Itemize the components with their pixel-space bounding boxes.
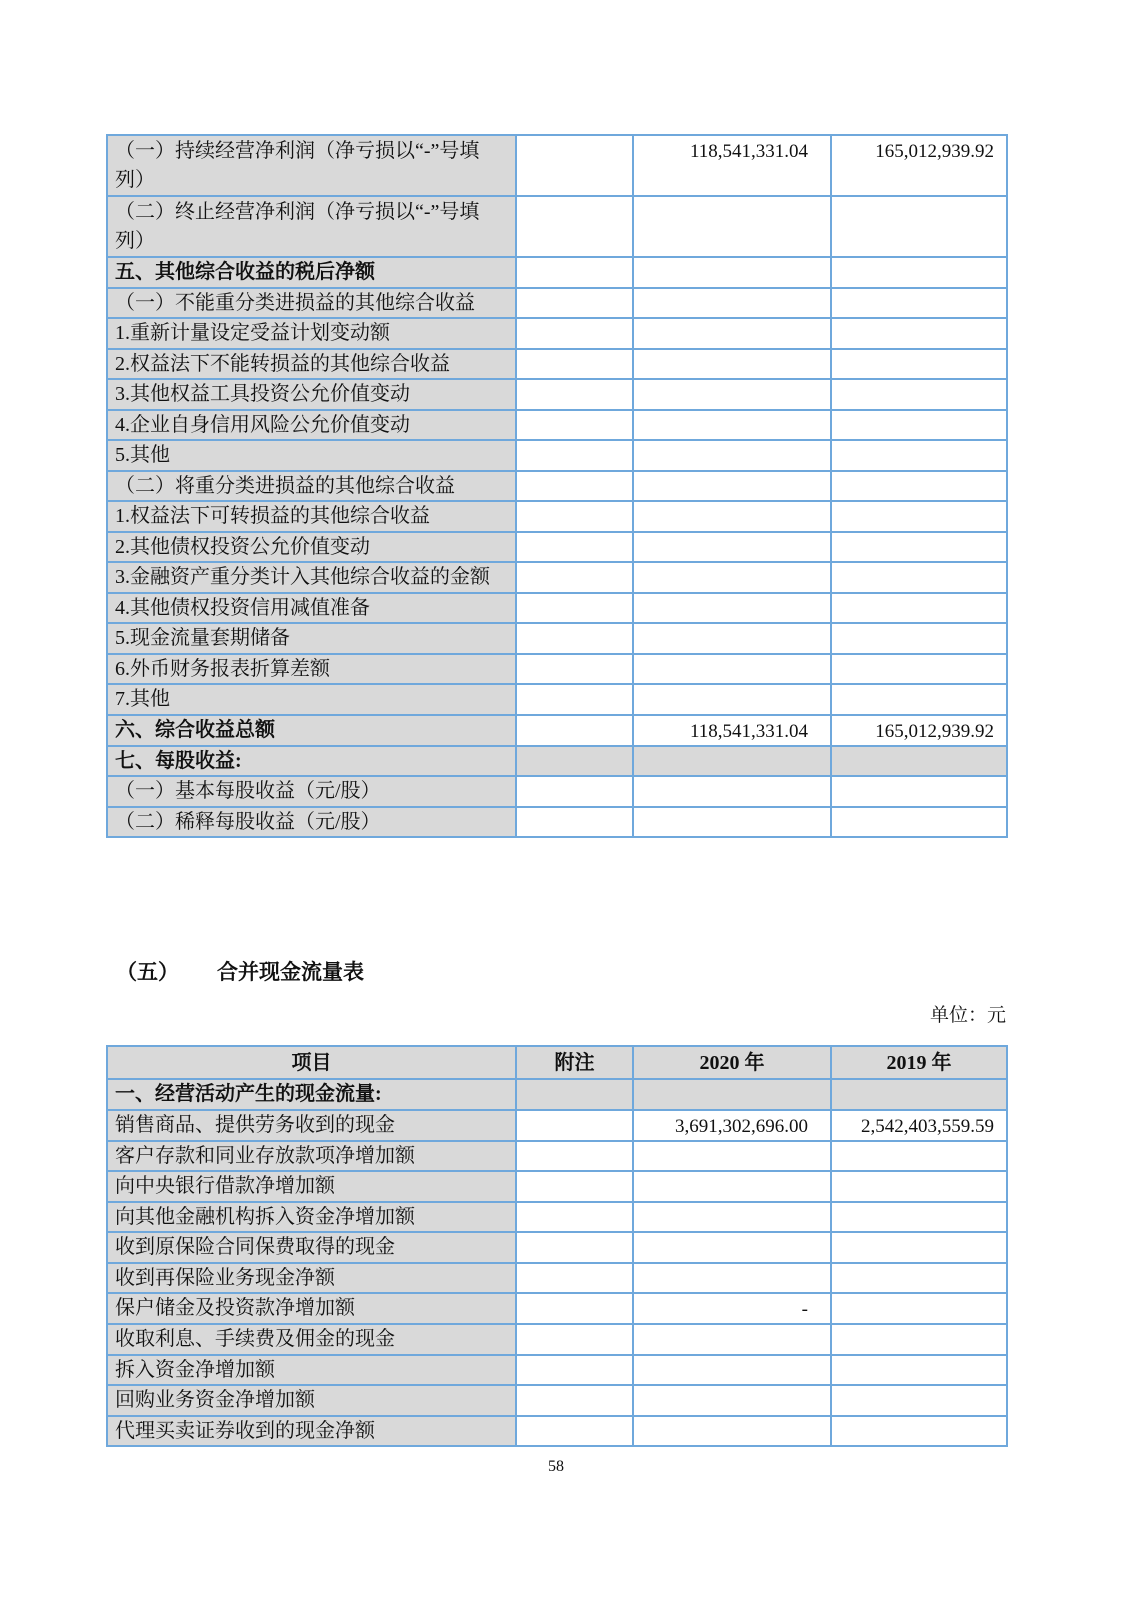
value-2019 — [831, 471, 1007, 502]
value-2020 — [633, 1232, 831, 1263]
value-2019: 2,542,403,559.59 — [831, 1110, 1007, 1141]
note-cell — [516, 562, 633, 593]
value-2019 — [831, 684, 1007, 715]
table-row — [107, 746, 1007, 777]
table-row — [107, 257, 1007, 288]
row-label: 4.其他债权投资信用减值准备 — [107, 593, 516, 624]
table-row — [107, 807, 1007, 838]
note-cell — [516, 1079, 633, 1110]
value-2020 — [633, 1141, 831, 1172]
row-label: 3.其他权益工具投资公允价值变动 — [107, 379, 516, 410]
value-2019 — [831, 379, 1007, 410]
table-row — [107, 684, 1007, 715]
table-row — [107, 1385, 1007, 1416]
note-cell — [516, 1232, 633, 1263]
value-2020 — [633, 776, 831, 807]
row-label: （一）不能重分类进损益的其他综合收益 — [107, 288, 516, 319]
value-2019 — [831, 623, 1007, 654]
row-label: 收到再保险业务现金净额 — [107, 1263, 516, 1294]
value-2020 — [633, 1385, 831, 1416]
table-row — [107, 1202, 1007, 1233]
row-label: 收到原保险合同保费取得的现金 — [107, 1232, 516, 1263]
note-cell — [516, 1141, 633, 1172]
value-2020 — [633, 196, 831, 257]
row-label: 六、综合收益总额 — [107, 715, 516, 746]
note-cell — [516, 1110, 633, 1141]
value-2019 — [831, 1355, 1007, 1386]
row-label: 代理买卖证券收到的现金净额 — [107, 1416, 516, 1447]
note-cell — [516, 440, 633, 471]
row-label: 2.其他债权投资公允价值变动 — [107, 532, 516, 563]
note-cell — [516, 593, 633, 624]
value-2020 — [633, 532, 831, 563]
table-row — [107, 532, 1007, 563]
note-cell — [516, 318, 633, 349]
value-2019 — [831, 807, 1007, 838]
table-row — [107, 1232, 1007, 1263]
row-label: 5.现金流量套期储备 — [107, 623, 516, 654]
value-2019 — [831, 288, 1007, 319]
value-2020 — [633, 288, 831, 319]
value-2019 — [831, 349, 1007, 380]
value-2019 — [831, 1263, 1007, 1294]
value-2019 — [831, 654, 1007, 685]
table-row — [107, 562, 1007, 593]
table-row — [107, 1416, 1007, 1447]
value-2019: 165,012,939.92 — [831, 715, 1007, 746]
table-row — [107, 440, 1007, 471]
value-2019 — [831, 318, 1007, 349]
row-label: （二）终止经营净利润（净亏损以“-”号填列） — [107, 196, 516, 257]
value-2019 — [831, 746, 1007, 777]
value-2019 — [831, 562, 1007, 593]
value-2020 — [633, 593, 831, 624]
row-label: 向中央银行借款净增加额 — [107, 1171, 516, 1202]
value-2020: - — [633, 1293, 831, 1324]
value-2019: 165,012,939.92 — [831, 135, 1007, 196]
row-label: （二）将重分类进损益的其他综合收益 — [107, 471, 516, 502]
row-label: 客户存款和同业存放款项净增加额 — [107, 1141, 516, 1172]
table-row — [107, 1355, 1007, 1386]
table-row — [107, 501, 1007, 532]
row-label: 拆入资金净增加额 — [107, 1355, 516, 1386]
note-cell — [516, 196, 633, 257]
value-2019 — [831, 776, 1007, 807]
row-label: 1.权益法下可转损益的其他综合收益 — [107, 501, 516, 532]
value-2019 — [831, 1141, 1007, 1172]
table-row — [107, 1293, 1007, 1324]
note-cell — [516, 501, 633, 532]
value-2020: 3,691,302,696.00 — [633, 1110, 831, 1141]
value-2019 — [831, 257, 1007, 288]
note-cell — [516, 410, 633, 441]
table-header-row — [107, 1046, 1007, 1079]
value-2020 — [633, 501, 831, 532]
row-label: 6.外币财务报表折算差额 — [107, 654, 516, 685]
value-2020 — [633, 349, 831, 380]
note-cell — [516, 257, 633, 288]
row-label: （一）基本每股收益（元/股） — [107, 776, 516, 807]
value-2020 — [633, 1263, 831, 1294]
value-2020 — [633, 1171, 831, 1202]
note-cell — [516, 1171, 633, 1202]
note-cell — [516, 684, 633, 715]
table-row — [107, 288, 1007, 319]
column-header: 2019 年 — [831, 1046, 1007, 1079]
note-cell — [516, 746, 633, 777]
table-row — [107, 776, 1007, 807]
row-label: （二）稀释每股收益（元/股） — [107, 807, 516, 838]
table-row — [107, 135, 1007, 196]
value-2019 — [831, 501, 1007, 532]
row-label: 5.其他 — [107, 440, 516, 471]
row-label: 4.企业自身信用风险公允价值变动 — [107, 410, 516, 441]
value-2020 — [633, 654, 831, 685]
table-row — [107, 379, 1007, 410]
row-label: （一）持续经营净利润（净亏损以“-”号填列） — [107, 135, 516, 196]
table-row — [107, 1263, 1007, 1294]
value-2020 — [633, 379, 831, 410]
row-label: 销售商品、提供劳务收到的现金 — [107, 1110, 516, 1141]
row-label: 2.权益法下不能转损益的其他综合收益 — [107, 349, 516, 380]
note-cell — [516, 776, 633, 807]
value-2020 — [633, 440, 831, 471]
value-2019 — [831, 1416, 1007, 1447]
table-row — [107, 1110, 1007, 1141]
value-2020 — [633, 1079, 831, 1110]
row-label: 1.重新计量设定受益计划变动额 — [107, 318, 516, 349]
value-2019 — [831, 1079, 1007, 1110]
income-statement-table — [106, 134, 1008, 838]
section-title: 合并现金流量表 — [217, 960, 364, 984]
table-row — [107, 593, 1007, 624]
column-header: 项目 — [107, 1046, 516, 1079]
unit-label: 单位：元 — [929, 1005, 1006, 1026]
note-cell — [516, 1416, 633, 1447]
value-2020 — [633, 623, 831, 654]
row-label: 七、每股收益: — [107, 746, 516, 777]
value-2019 — [831, 1385, 1007, 1416]
value-2019 — [831, 440, 1007, 471]
row-label: 五、其他综合收益的税后净额 — [107, 257, 516, 288]
value-2019 — [831, 410, 1007, 441]
value-2019 — [831, 1171, 1007, 1202]
note-cell — [516, 135, 633, 196]
note-cell — [516, 715, 633, 746]
column-header: 附注 — [516, 1046, 633, 1079]
value-2020 — [633, 410, 831, 441]
note-cell — [516, 1263, 633, 1294]
value-2020 — [633, 318, 831, 349]
section-heading — [116, 956, 364, 986]
value-2019 — [831, 1232, 1007, 1263]
row-label: 回购业务资金净增加额 — [107, 1385, 516, 1416]
value-2020 — [633, 684, 831, 715]
row-label: 一、经营活动产生的现金流量: — [107, 1079, 516, 1110]
value-2019 — [831, 1293, 1007, 1324]
note-cell — [516, 654, 633, 685]
table-row — [107, 349, 1007, 380]
note-cell — [516, 1202, 633, 1233]
value-2019 — [831, 532, 1007, 563]
note-cell — [516, 623, 633, 654]
value-2020 — [633, 1355, 831, 1386]
value-2020 — [633, 1202, 831, 1233]
value-2020: 118,541,331.04 — [633, 715, 831, 746]
value-2020 — [633, 1324, 831, 1355]
note-cell — [516, 1324, 633, 1355]
value-2020 — [633, 807, 831, 838]
table-row — [107, 715, 1007, 746]
row-label: 保户储金及投资款净增加额 — [107, 1293, 516, 1324]
table-row — [107, 471, 1007, 502]
row-label: 7.其他 — [107, 684, 516, 715]
value-2019 — [831, 1202, 1007, 1233]
table-row — [107, 1324, 1007, 1355]
note-cell — [516, 379, 633, 410]
value-2020 — [633, 746, 831, 777]
note-cell — [516, 1293, 633, 1324]
value-2020 — [633, 1416, 831, 1447]
value-2019 — [831, 1324, 1007, 1355]
table-row — [107, 1079, 1007, 1110]
row-label: 收取利息、手续费及佣金的现金 — [107, 1324, 516, 1355]
cashflow-statement-table — [106, 1045, 1008, 1447]
note-cell — [516, 471, 633, 502]
note-cell — [516, 807, 633, 838]
note-cell — [516, 1385, 633, 1416]
table-row — [107, 318, 1007, 349]
value-2020 — [633, 562, 831, 593]
value-2019 — [831, 593, 1007, 624]
table-row — [107, 654, 1007, 685]
value-2020 — [633, 257, 831, 288]
table-row — [107, 1171, 1007, 1202]
note-cell — [516, 532, 633, 563]
value-2020: 118,541,331.04 — [633, 135, 831, 196]
table-row — [107, 1141, 1007, 1172]
table-row — [107, 623, 1007, 654]
value-2020 — [633, 471, 831, 502]
row-label: 向其他金融机构拆入资金净增加额 — [107, 1202, 516, 1233]
row-label: 3.金融资产重分类计入其他综合收益的金额 — [107, 562, 516, 593]
value-2019 — [831, 196, 1007, 257]
column-header: 2020 年 — [633, 1046, 831, 1079]
note-cell — [516, 1355, 633, 1386]
page-number: 58 — [548, 1458, 564, 1475]
table-row — [107, 196, 1007, 257]
note-cell — [516, 349, 633, 380]
table-row — [107, 410, 1007, 441]
note-cell — [516, 288, 633, 319]
section-number: （五） — [116, 960, 179, 984]
